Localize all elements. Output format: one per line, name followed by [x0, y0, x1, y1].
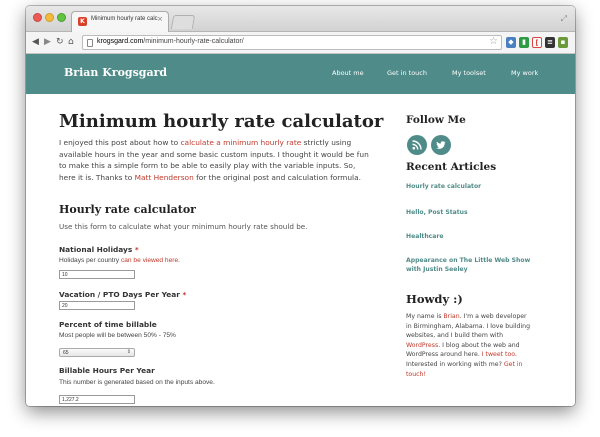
- intro-text-2: strictly using available hours in the year and some basic custom inputs. I thought it would be fun to make this a simple form to be able to easily play with the variable inputs. So, here it is. Thanks to: [59, 138, 369, 182]
- page-content: [26, 94, 575, 406]
- get-in-touch-link[interactable]: Get in touch!: [406, 360, 523, 378]
- holidays-label-text: National Holidays: [59, 245, 133, 254]
- wordpress-link[interactable]: WordPress: [406, 341, 439, 349]
- article-link-2[interactable]: Hello, Post Status: [406, 209, 468, 216]
- holidays-required-mark: *: [134, 245, 139, 254]
- site-title[interactable]: Brian Krogsgard: [64, 66, 168, 79]
- nav-get-in-touch[interactable]: Get in touch: [387, 69, 427, 77]
- intro-text-1: I enjoyed this post about how to: [59, 138, 181, 147]
- back-arrow-icon[interactable]: ◀: [32, 37, 39, 47]
- tab-close-icon[interactable]: ×: [157, 15, 163, 23]
- browser-toolbar: [26, 32, 575, 54]
- follow-heading: Follow Me: [406, 114, 466, 126]
- vacation-input[interactable]: 20: [59, 301, 135, 310]
- brian-link[interactable]: Brian: [443, 313, 460, 320]
- holidays-help-link[interactable]: can be viewed here.: [120, 257, 180, 264]
- hours-help: This number is generated based on the inputs above.: [59, 379, 215, 386]
- billable-select-value: 65: [63, 350, 69, 356]
- reload-icon[interactable]: ↻: [56, 37, 64, 47]
- zoom-window-button[interactable]: [57, 13, 66, 22]
- calculator-heading: Hourly rate calculator: [59, 203, 196, 216]
- article-link-3[interactable]: Healthcare: [406, 233, 444, 240]
- billable-help: Most people will be between 50% - 75%: [59, 332, 176, 339]
- url-path: /minimum-hourly-rate-calculator/: [143, 38, 244, 45]
- hours-label: Billable Hours Per Year: [59, 366, 155, 375]
- vacation-label: [59, 290, 186, 299]
- article-link-4[interactable]: Appearance on The Little Web Show with Justin Seeley: [406, 257, 531, 273]
- twitter-button[interactable]: [431, 135, 451, 155]
- howdy-text-3: . I blog about the web and WordPress around here.: [406, 341, 520, 359]
- page-icon: [87, 39, 93, 47]
- intro-text-3: for the original post and calculation formula.: [193, 172, 361, 182]
- browser-titlebar: [26, 6, 575, 32]
- extension-icon-3[interactable]: [: [532, 37, 542, 48]
- new-tab-button[interactable]: [171, 15, 195, 29]
- howdy-text-4: . Interested in working with me?: [406, 351, 517, 368]
- article-link-1[interactable]: Hourly rate calculator: [406, 183, 482, 190]
- nav-about-me[interactable]: About me: [332, 69, 364, 77]
- browser-tab[interactable]: [71, 11, 169, 32]
- intro-paragraph: [59, 137, 369, 183]
- url-host: krogsgard.com: [97, 38, 144, 45]
- recent-articles-heading: Recent Articles: [406, 161, 497, 173]
- close-window-button[interactable]: [33, 13, 42, 22]
- calculator-description: Use this form to calculate what your minimum hourly rate should be.: [59, 222, 308, 231]
- billable-select[interactable]: [59, 348, 135, 357]
- calculate-rate-link[interactable]: calculate a minimum hourly rate: [180, 138, 302, 147]
- favicon-icon: K: [78, 17, 87, 26]
- bookmark-star-icon[interactable]: ☆: [489, 36, 498, 47]
- billable-label: Percent of time billable: [59, 320, 157, 329]
- tweet-link[interactable]: I tweet too: [481, 351, 515, 359]
- extension-icon-1[interactable]: ◆: [506, 37, 516, 48]
- forward-arrow-icon[interactable]: ▶: [44, 37, 51, 47]
- vacation-required-mark: *: [182, 290, 187, 299]
- nav-my-toolset[interactable]: My toolset: [452, 69, 486, 77]
- fullscreen-icon[interactable]: ⤢: [560, 14, 567, 23]
- holidays-help: [59, 257, 180, 264]
- browser-window: [26, 6, 575, 406]
- page-title: Minimum hourly rate calculator: [59, 111, 384, 132]
- howdy-text-2: . I'm a web developer in Birmingham, Alabama. I love building websites, and I build them with: [406, 313, 531, 340]
- howdy-text-1: My name is: [406, 313, 444, 320]
- holidays-help-text: Holidays per country: [59, 257, 121, 264]
- select-arrows-icon: ⇕: [126, 349, 131, 355]
- howdy-paragraph: [406, 312, 531, 379]
- howdy-heading: Howdy :): [406, 292, 463, 306]
- home-icon[interactable]: ⌂: [68, 37, 74, 47]
- url-text: [97, 38, 244, 45]
- extension-icon-5[interactable]: ▪: [558, 37, 568, 48]
- holidays-label: [59, 245, 139, 254]
- nav-my-work[interactable]: My work: [511, 69, 539, 77]
- rss-icon: [412, 140, 422, 150]
- site-header: [26, 54, 575, 94]
- rss-button[interactable]: [407, 135, 427, 155]
- holidays-input[interactable]: 10: [59, 270, 135, 279]
- tab-title: Minimum hourly rate calc: [91, 16, 158, 22]
- extension-icon-2[interactable]: ▮: [519, 37, 529, 48]
- address-bar[interactable]: [82, 35, 502, 50]
- minimize-window-button[interactable]: [45, 13, 54, 22]
- twitter-bird-icon: [436, 140, 446, 150]
- vacation-label-text: Vacation / PTO Days Per Year: [59, 290, 180, 299]
- extension-icon-4[interactable]: ≡: [545, 37, 555, 48]
- hours-output[interactable]: 1,227.2: [59, 395, 135, 404]
- matt-henderson-link[interactable]: Matt Henderson: [134, 172, 194, 182]
